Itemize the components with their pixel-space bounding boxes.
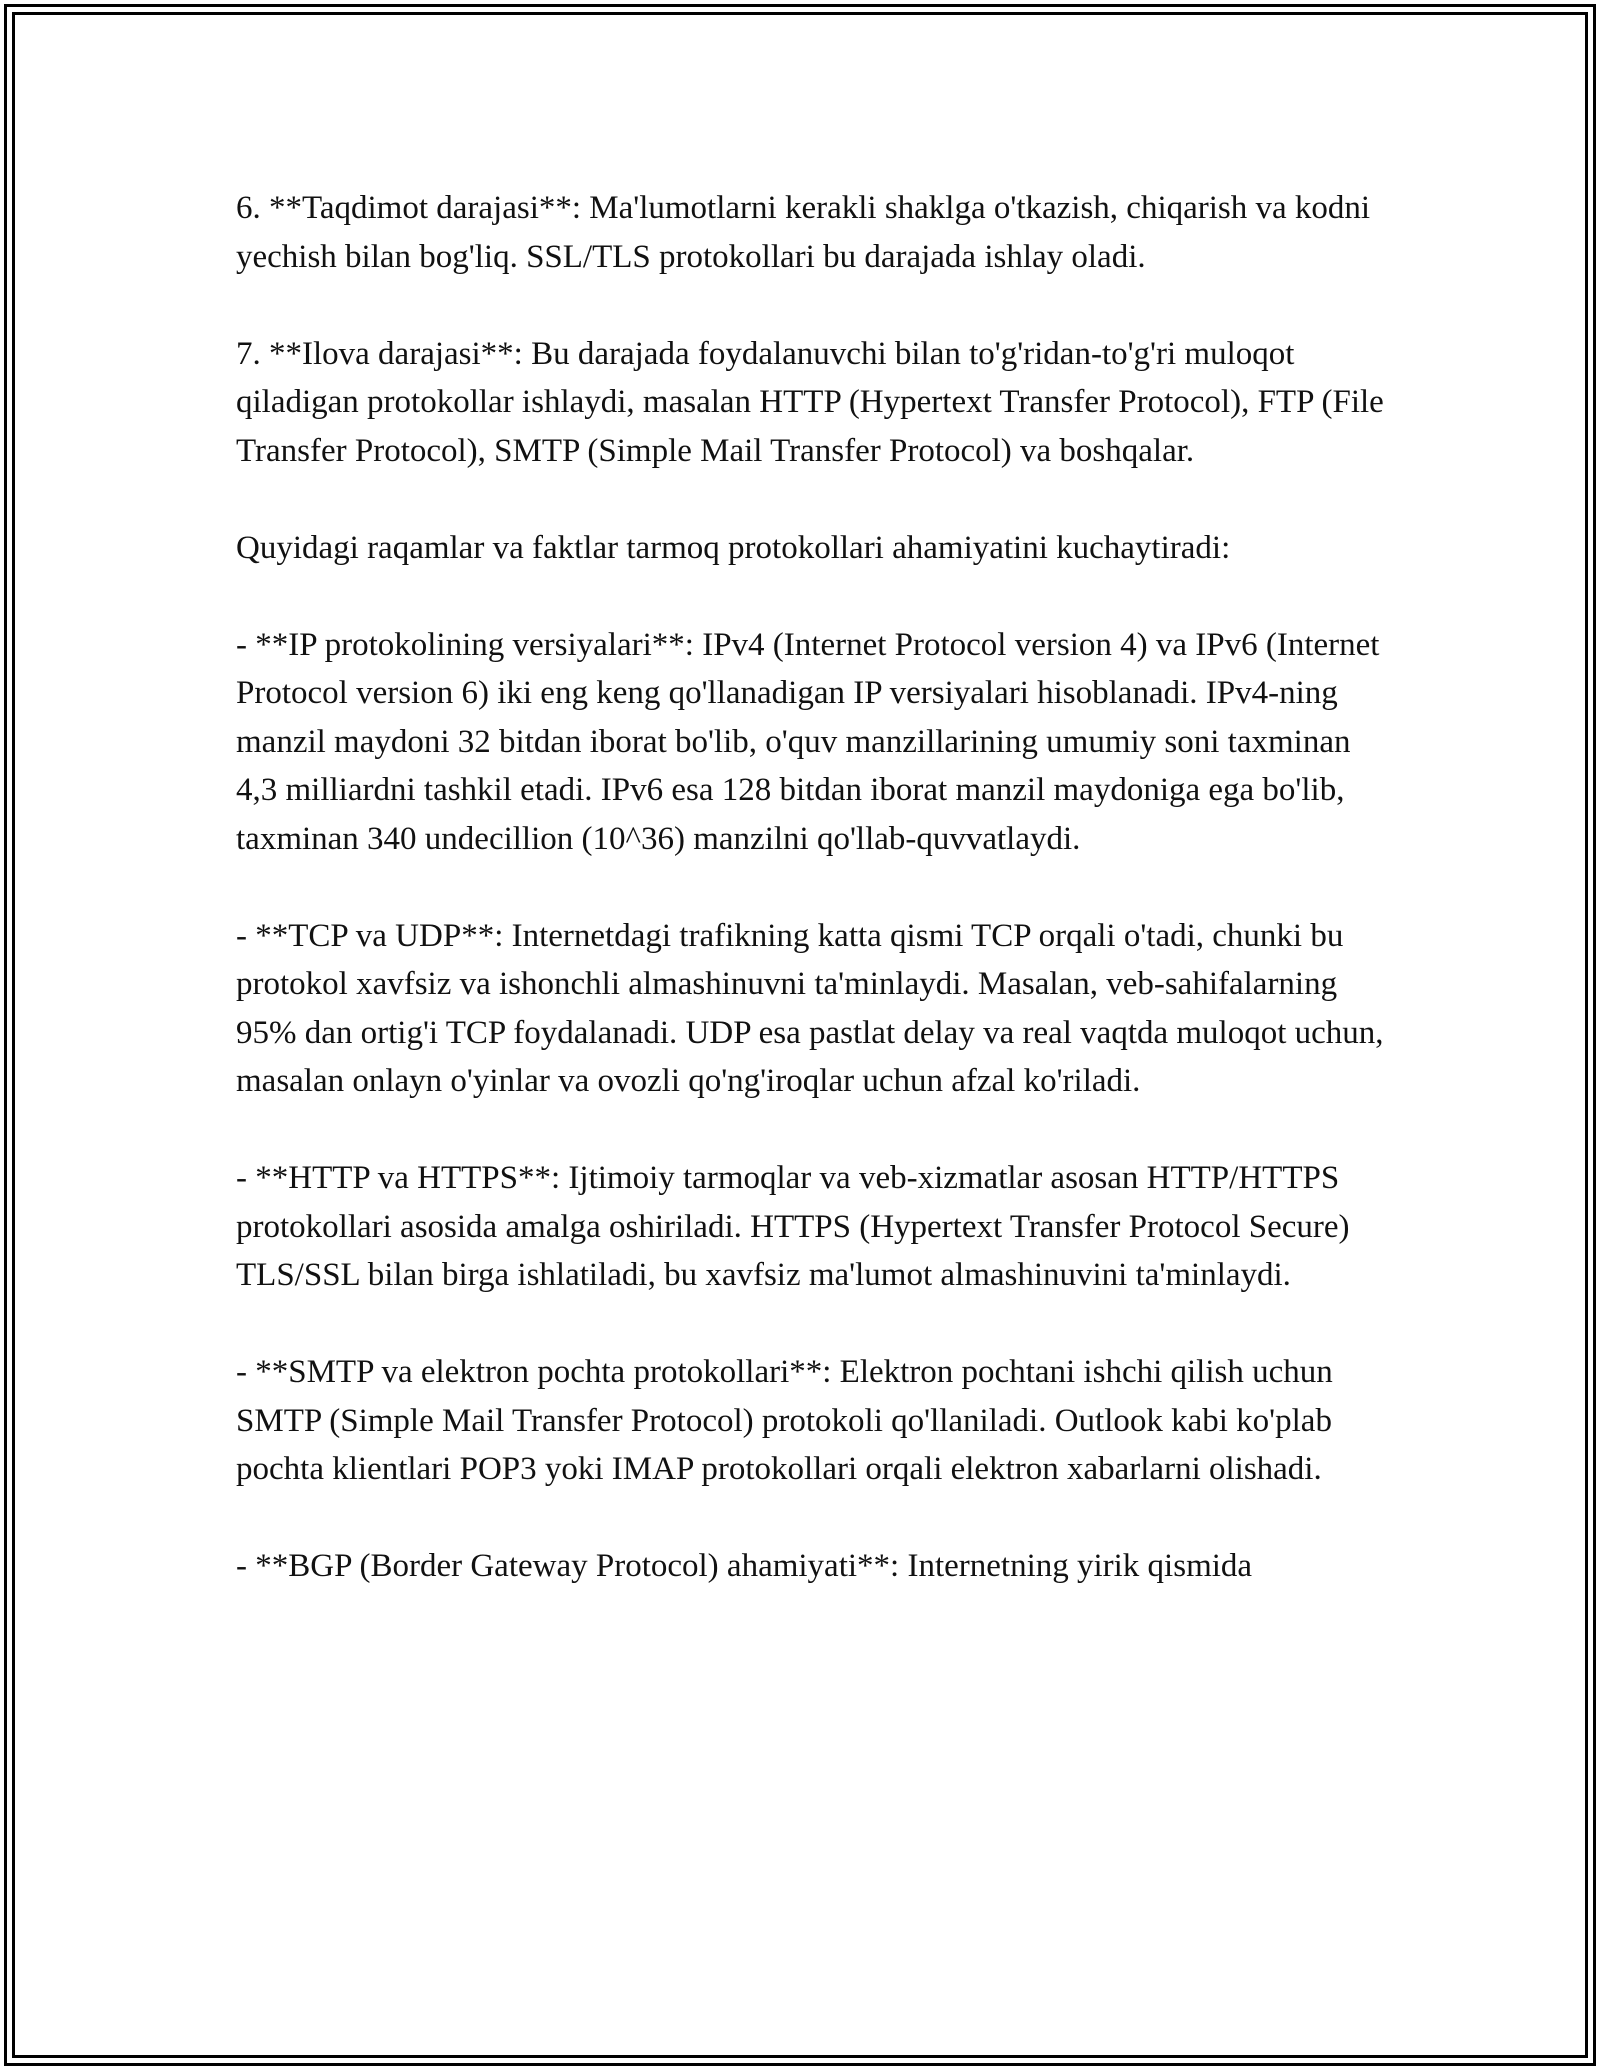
paragraph-http-https: - **HTTP va HTTPS**: Ijtimoiy tarmoqlar va veb-xizmatlar asosan HTTP/HTTPS protokollari asosida amalga oshiriladi. HTTPS (Hypertext Transfer Protocol Secure) TLS/SSL bilan birga ishlatiladi, bu xavfsiz ma'lumot almashinuvini ta'minlaydi. (236, 1160, 1350, 1293)
paragraph-tcp-udp: - **TCP va UDP**: Internetdagi trafikning katta qismi TCP orqali o'tadi, chunki bu protokol xavfsiz va ishonchli almashinuvni ta'minlaydi. Masalan, veb-sahifalarning 95% dan ortig'i TCP foydalanadi. UDP esa pastlat delay va real vaqtda muloqot uchun, masalan onlayn o'yinlar va ovozli qo'ng'iroqlar uchun afzal ko'riladi. (236, 917, 1384, 1099)
paragraph-bgp: - **BGP (Border Gateway Protocol) ahamiyati**: Internetning yirik qismida (236, 1548, 1253, 1584)
document-body (236, 184, 1386, 1591)
paragraph-application-layer: 7. **Ilova darajasi**: Bu darajada foydalanuvchi bilan to'g'ridan-to'g'ri muloqot qiladigan protokollar ishlaydi, masalan HTTP (Hypertext Transfer Protocol), FTP (File Transfer Protocol), SMTP (Simple Mail Transfer Protocol) va boshqalar. (236, 335, 1384, 469)
paragraph-smtp-email: - **SMTP va elektron pochta protokollari**: Elektron pochtani ishchi qilish uchun SMTP (Simple Mail Transfer Protocol) protokoli qo'llaniladi. Outlook kabi ko'plab pochta klientlari POP3 yoki IMAP protokollari orqali elektron xabarlarni olishadi. (236, 1354, 1333, 1487)
paragraph-ip-versions: - **IP protokolining versiyalari**: IPv4 (Internet Protocol version 4) va IPv6 (Internet Protocol version 6) iki eng keng qo'llanadigan IP versiyalari hisoblanadi. IPv4-ning manzil maydoni 32 bitdan iborat bo'lib, o'quv manzillarining umumiy soni taxminan 4,3 milliardni tashkil etadi. IPv6 esa 128 bitdan iborat manzil maydoniga ega bo'lib, taxminan 340 undecillion (10^36) manzilni qo'llab-quvvatlaydi. (236, 626, 1380, 857)
paragraph-intro-facts: Quyidagi raqamlar va faktlar tarmoq protokollari ahamiyatini kuchaytiradi: (236, 529, 1231, 566)
paragraph-presentation-layer: 6. **Taqdimot darajasi**: Ma'lumotlarni kerakli shaklga o'tkazish, chiqarish va kodni yechish bilan bog'liq. SSL/TLS protokollari bu darajada ishlay oladi. (236, 190, 1371, 275)
